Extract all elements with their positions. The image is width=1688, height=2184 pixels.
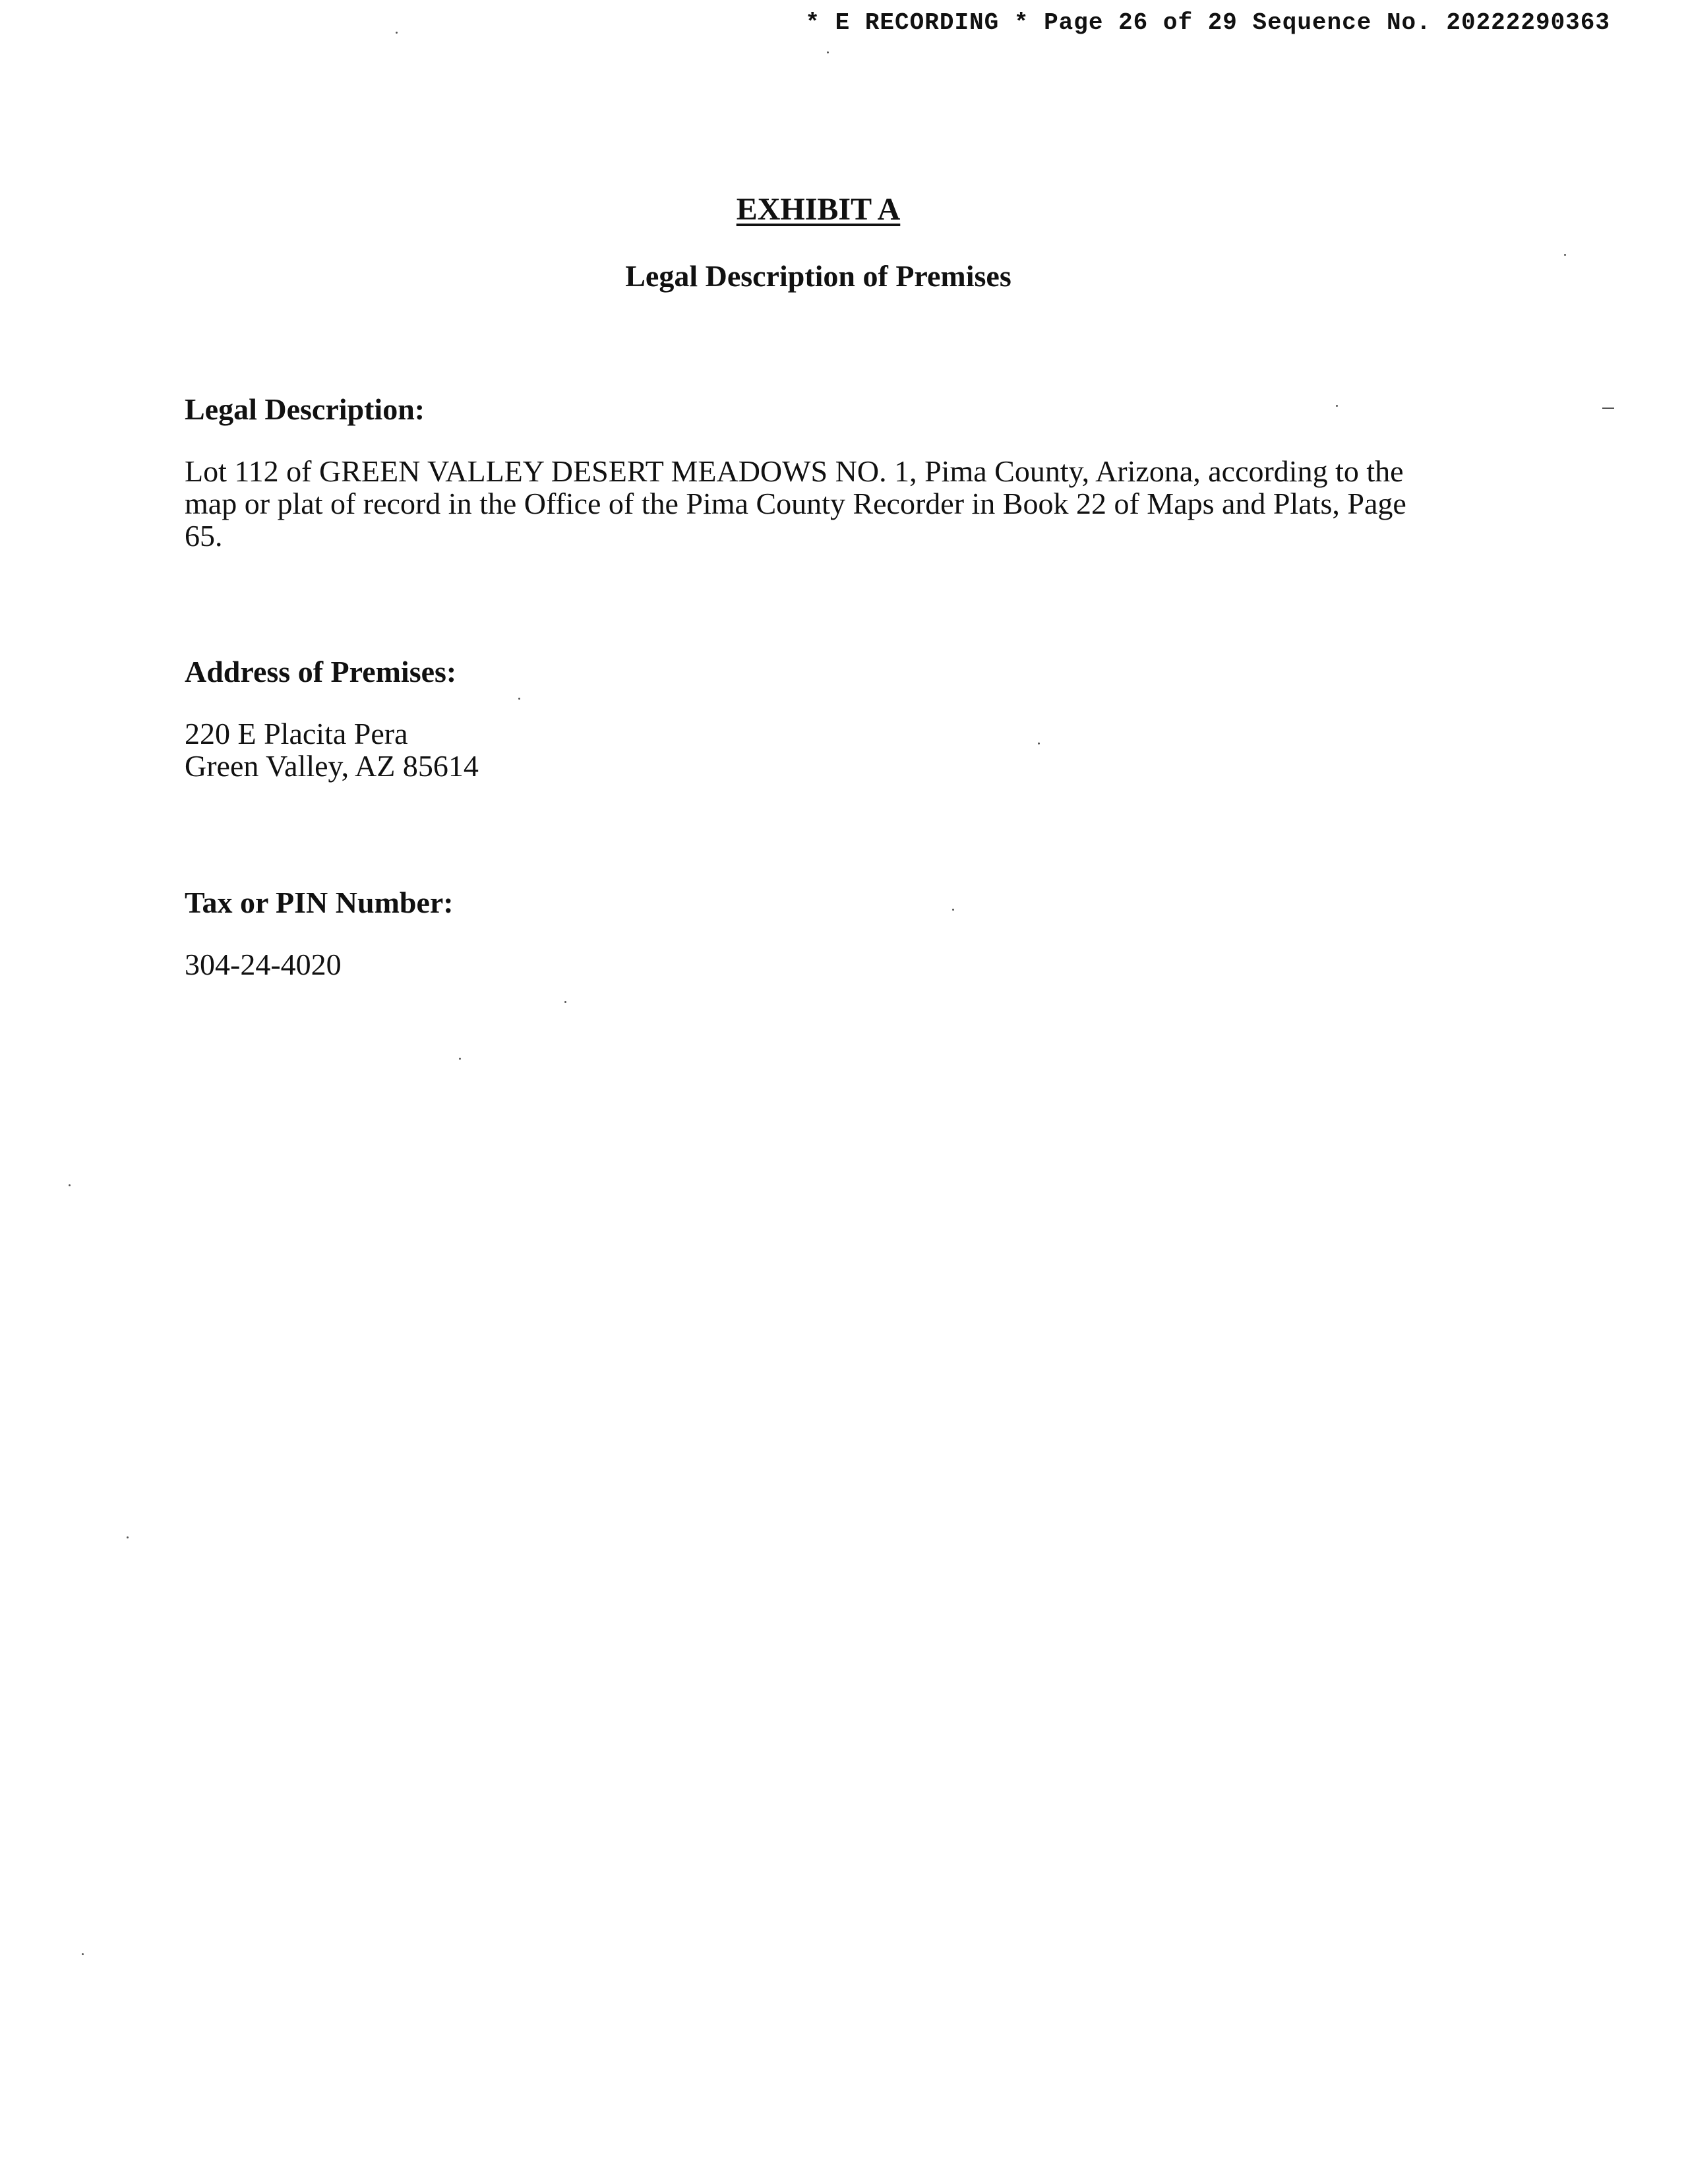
exhibit-title: EXHIBIT A bbox=[736, 192, 901, 227]
scan-speck bbox=[82, 1953, 84, 1955]
legal-description-text: Lot 112 of GREEN VALLEY DESERT MEADOWS NO. 1, Pima County, Arizona, according to the map or plat of record in the Office of the Pima County Recorder in Book 22 of Maps and Plats, Page 65. bbox=[185, 454, 1406, 553]
scan-speck bbox=[564, 1001, 566, 1003]
exhibit-subtitle: Legal Description of Premises bbox=[625, 259, 1011, 293]
scan-speck bbox=[1336, 405, 1338, 407]
scan-speck bbox=[1602, 408, 1614, 409]
address-section bbox=[185, 657, 1437, 782]
scan-speck bbox=[69, 1184, 71, 1186]
scan-speck bbox=[127, 1536, 129, 1538]
tax-pin-heading: Tax or PIN Number: bbox=[185, 886, 454, 919]
legal-description-heading: Legal Description: bbox=[185, 392, 425, 426]
address-city-state-zip: Green Valley, AZ 85614 bbox=[185, 749, 479, 783]
address-heading: Address of Premises: bbox=[185, 655, 457, 688]
scan-speck bbox=[827, 51, 829, 53]
scan-speck bbox=[459, 1058, 461, 1060]
address-block bbox=[185, 717, 1437, 782]
scan-speck bbox=[1564, 254, 1566, 256]
recording-header-stamp: * E RECORDING * Page 26 of 29 Sequence No. 20222290363 bbox=[805, 9, 1610, 36]
address-street: 220 E Placita Pera bbox=[185, 717, 408, 750]
scan-speck bbox=[396, 32, 398, 34]
tax-pin-value: 304-24-4020 bbox=[185, 948, 342, 981]
scan-speck bbox=[1038, 743, 1040, 744]
scan-speck bbox=[518, 698, 520, 700]
scan-speck bbox=[952, 909, 954, 911]
legal-description-section bbox=[185, 394, 1437, 552]
tax-pin-section bbox=[185, 888, 1437, 981]
